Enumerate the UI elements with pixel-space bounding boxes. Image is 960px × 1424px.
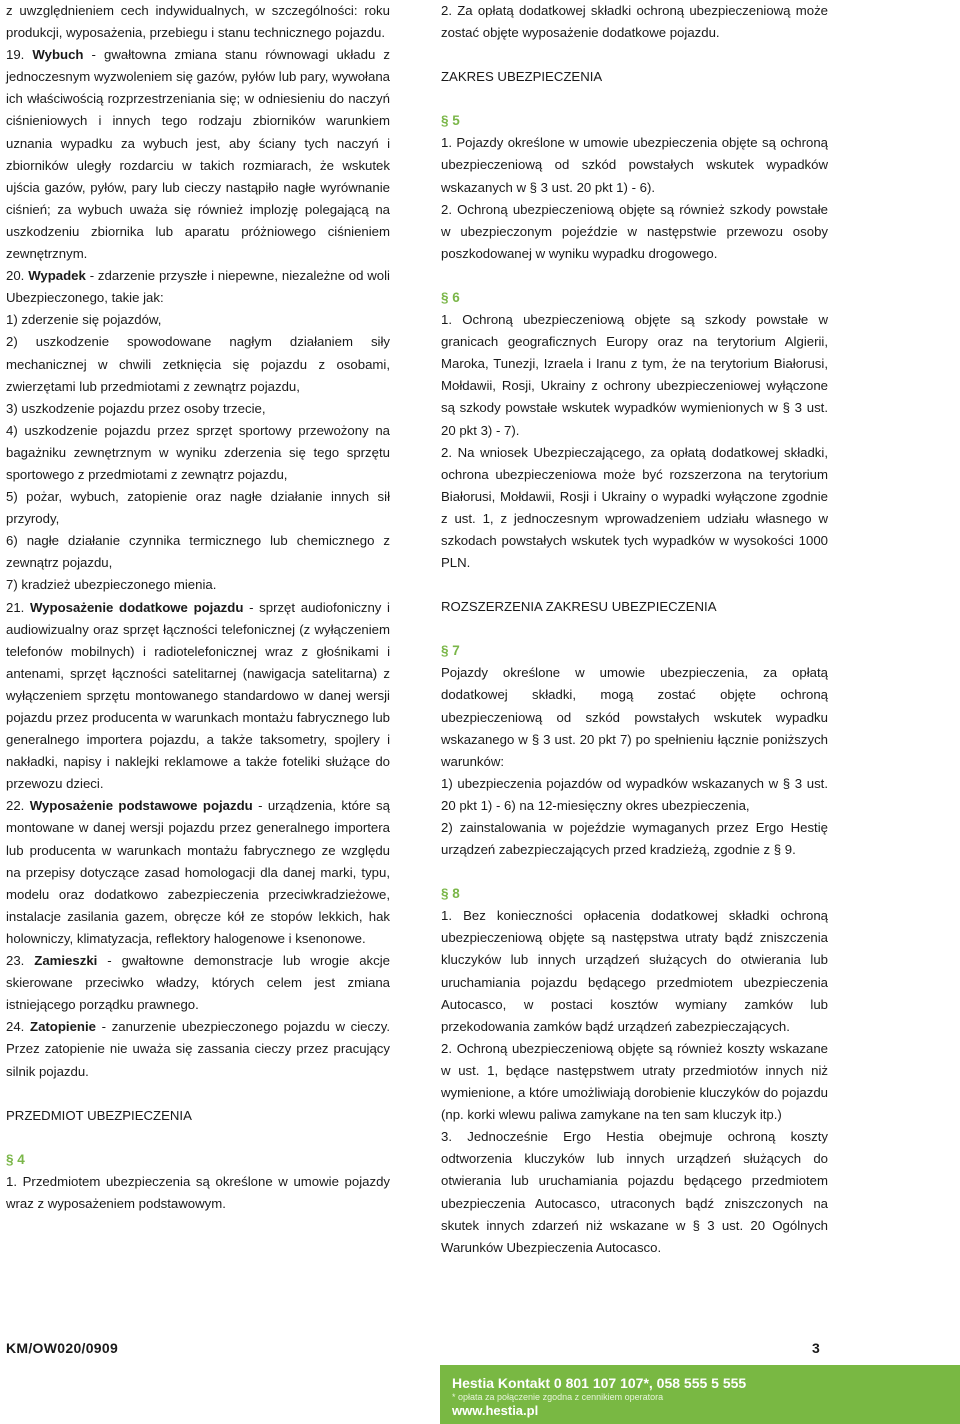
list-item: 6) nagłe działanie czynnika termicznego lub chemicznego z zewnątrz pojazdu,: [6, 533, 390, 571]
paragraph: 1. Pojazdy określone w umowie ubezpieczenia objęte są ochroną ubezpieczeniową od szkód powstałych wskutek wypadków wskazanych w § 3 ust. 20 pkt 1) - 6).: [441, 135, 828, 195]
definition-21: 21. Wyposażenie dodatkowe pojazdu - sprzęt audiofoniczny i audiowizualny oraz sprzęt łączności telefonicznej (z wyłączeniem telefonów mobilnych) i radiotelefonicznej wraz z głośnikami i antenami, sprzęt łączności satelitarnej (nawigacja satelitarna) z wyłączeniem sprzętu montowanego standardowo w danej wersji pojazdu przez producenta w warunkach montażu fabrycznego lub generalnego importera pojazdu, a także taksometry, spojlery i nakładki, napisy i naklejki reklamowe a także foteliki służące do przewozu dzieci.: [6, 599, 390, 792]
contact-phone: Hestia Kontakt 0 801 107 107*, 058 555 5 555: [452, 1375, 747, 1391]
paragraph: Pojazdy określone w umowie ubezpieczenia, za opłatą dodatkowej składki, mogą zostać objęte ochroną ubezpieczeniową od szkód powstałych wskutek wypadku wskazanego w § 3 ust. 20 pkt 7) po spełnieniu łącznie poniższych warunków:: [441, 665, 828, 769]
section-heading: ROZSZERZENIA ZAKRESU UBEZPIECZENIA: [441, 599, 717, 615]
list-item: 2) uszkodzenie spowodowane nagłym działaniem siły mechanicznej w chwili zetknięcia się pojazdu z osobami, zwierzętami lub przedmiotami z zewnątrz pojazdu,: [6, 334, 390, 394]
term: Zatopienie: [30, 1019, 96, 1035]
section-heading: PRZEDMIOT UBEZPIECZENIA: [6, 1107, 192, 1123]
list-item: 7) kradzież ubezpieczonego mienia.: [6, 577, 217, 593]
section-number: § 7: [441, 643, 460, 659]
footer-contact-bar: [440, 1365, 960, 1424]
paragraph: 2. Ochroną ubezpieczeniową objęte są również koszty wskazane w ust. 1, będące następstwem utraty przedmiotów innych niż wymienione, a które umożliwiają dorobienie kluczyków do pojazdu (np. korki wlewu paliwa zamykane na ten sam kluczyk itp.): [441, 1040, 828, 1123]
definition-19: 19. Wybuch - gwałtowna zmiana stanu równowagi układu z jednoczesnym wyzwoleniem się gazów, pyłów lub pary, wywołana ich właściwością rozprzestrzeniania się; w odniesieniu do naczyń ciśnieniowych i innych tego rodzaju zbiorników warunkiem uznania wypadku za wybuch jest, aby ściany tych naczyń i zbiorników uległy rozdarciu w takich rozmiarach, że wskutek ujścia gazów, pyłów, pary lub cieczy nastąpiło nagłe wyrównanie ciśnień; za wybuch uważa się również implozję polegającą na uszkodzeniu zbiornika lub aparatu próżniowego ciśnieniem zewnętrznym.: [6, 47, 390, 262]
section-number: § 4: [6, 1151, 25, 1167]
document-code: KM/OW020/0909: [6, 1340, 119, 1356]
term: Wyposażenie podstawowe pojazdu: [29, 798, 253, 814]
section-number: § 8: [441, 886, 460, 902]
term: Wypadek: [28, 268, 86, 284]
list-item: 3) uszkodzenie pojazdu przez osoby trzecie,: [6, 400, 266, 416]
definition-24: 24. Zatopienie - zanurzenie ubezpieczonego pojazdu w cieczy. Przez zatopienie nie uważa się zassania cieczy przez pracujący silnik pojazdu.: [6, 1019, 390, 1079]
list-item: 1) ubezpieczenia pojazdów od wypadków wskazanych w § 3 ust. 20 pkt 1) - 6) na 12-miesięczny okres ubezpieczenia,: [441, 775, 828, 813]
term: Zamieszki: [34, 953, 98, 969]
paragraph: 2. Na wniosek Ubezpieczającego, za opłatą dodatkowej składki, ochrona ubezpieczeniowa może być rozszerzona na terytorium Białorusi, Mołdawii, Rosji i Ukrainy o wypadki wyłączone zgodnie z ust. 1, z jednoczesnym wprowadzeniem udziału własnego w szkodach powstałych wskutek tych wypadków w wysokości 1000 PLN.: [441, 444, 828, 571]
section-number: § 6: [441, 289, 460, 305]
paragraph: 3. Jednocześnie Ergo Hestia obejmuje ochroną koszty odtworzenia kluczyków lub innych urządzeń służących do otwierania lub uruchamiania pojazdu będącego przedmiotem ubezpieczenia Autocasco, utraconych bądź zniszczonych na skutek innych zdarzeń niż wskazane w § 3 ust. 20 Ogólnych Warunków Ubezpieczenia Autocasco.: [441, 1129, 828, 1255]
definition-23: 23. Zamieszki - gwałtowne demonstracje lub wrogie akcje skierowane przeciwko władzy, których celem jest zmiana istniejącego porządku prawnego.: [6, 953, 390, 1013]
term: Wyposażenie dodatkowe pojazdu: [30, 599, 244, 615]
paragraph: 1. Przedmiotem ubezpieczenia są określone w umowie pojazdy wraz z wyposażeniem podstawowym.: [6, 1173, 390, 1211]
section-number: § 5: [441, 113, 460, 129]
left-column: [6, 0, 390, 1215]
paragraph: 1. Bez konieczności opłacenia dodatkowej składki ochroną ubezpieczeniową objęte są następstwa utraty bądź zniszczenia kluczyków lub innych urządzeń służących do otwierania lub uruchamiania pojazdu będącego przedmiotem ubezpieczenia Autocasco, w postaci kosztów wymiany zamków lub przekodowania zamków bądź urządzeń zabezpieczających.: [441, 908, 828, 1034]
paragraph: z uwzględnieniem cech indywidualnych, w szczególności: roku produkcji, wyposażenia, przebiegu i stanu technicznego pojazdu.: [6, 3, 390, 41]
paragraph: 2. Ochroną ubezpieczeniową objęte są również szkody powstałe w ubezpieczonym pojeździe w następstwie przewozu osoby poszkodowanej w wyniku wypadku drogowego.: [441, 201, 828, 261]
paragraph: 1. Ochroną ubezpieczeniową objęte są szkody powstałe w granicach geograficznych Europy oraz na terytorium Algierii, Maroka, Tunezji, Izraela i Iranu z tym, że na terytorium Białorusi, Mołdawii, Rosji, Ukrainy z ochrony ubezpieczeniowej wyłączone są szkody powstałe wskutek wypadków wymienionych w § 3 ust. 20 pkt 3) - 7).: [441, 312, 828, 438]
definition-22: 22. Wyposażenie podstawowe pojazdu - urządzenia, które są montowane w danej wersji pojazdu przez generalnego importera lub producenta w warunkach montażu fabrycznego ze względu na przepisy dotyczące zasad homologacji dla danej marki, typu, modelu oraz dodatkowo zabezpieczenia przeciwkradzieżowe, instalacje zasilania gazem, obręcze kół ze stopów lekkich, hak holowniczy, klimatyzacja, reflektory halogenowe i ksenonowe.: [6, 798, 390, 946]
definition-20: 20. Wypadek - zdarzenie przyszłe i niepewne, niezależne od woli Ubezpieczonego, takie jak:: [6, 268, 390, 306]
list-item: 1) zderzenie się pojazdów,: [6, 312, 162, 328]
section-heading: ZAKRES UBEZPIECZENIA: [441, 69, 603, 85]
page-number: 3: [812, 1340, 820, 1356]
term: Wybuch: [32, 47, 84, 63]
paragraph: 2. Za opłatą dodatkowej składki ochroną ubezpieczeniową może zostać objęte wyposażenie dodatkowe pojazdu.: [441, 3, 828, 41]
website-link[interactable]: www.hestia.pl: [452, 1403, 539, 1418]
right-column: [441, 0, 828, 1259]
contact-note: * opłata za połączenie zgodna z cennikiem operatora: [452, 1392, 664, 1402]
list-item: 2) zainstalowania w pojeździe wymaganych przez Ergo Hestię urządzeń zabezpieczających przed kradzieżą, zgodnie z § 9.: [441, 820, 828, 858]
list-item: 4) uszkodzenie pojazdu przez sprzęt sportowy przewożony na bagażniku zewnętrznym w wyniku zderzenia się tego sprzętu sportowego z przedmiotami z zewnątrz pojazdu,: [6, 422, 390, 482]
list-item: 5) pożar, wybuch, zatopienie oraz nagłe działanie innych sił przyrody,: [6, 489, 390, 527]
